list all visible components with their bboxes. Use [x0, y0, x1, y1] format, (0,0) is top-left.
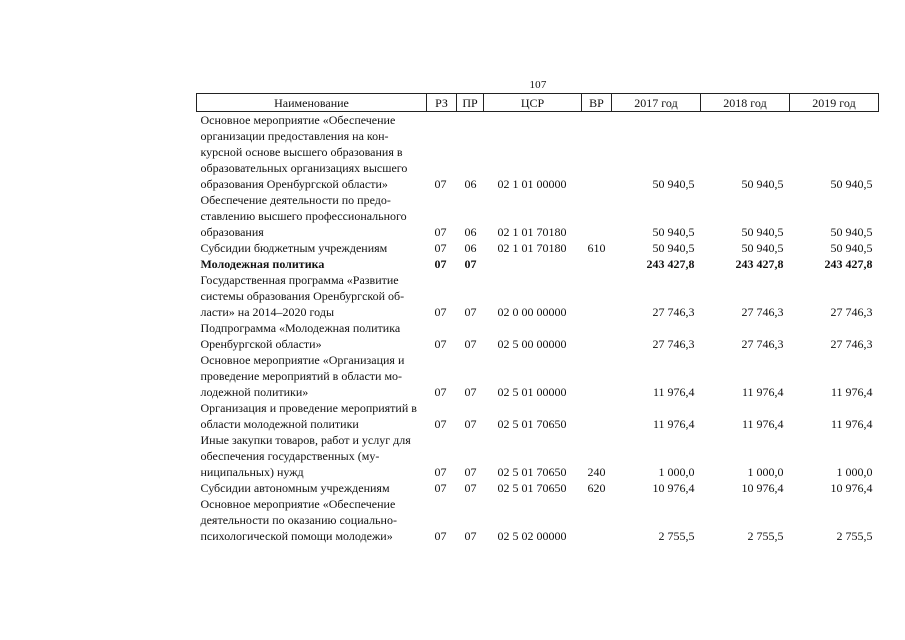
table-row	[197, 112, 879, 193]
cell-vr	[582, 256, 612, 272]
cell-csr: 02 0 00 00000	[497, 305, 567, 319]
cell-pr: 06	[464, 225, 477, 239]
cell-2017: 10 976,4	[652, 481, 695, 495]
cell-pr: 07	[464, 481, 477, 495]
cell-vr	[582, 400, 612, 432]
cell-rz: 07	[434, 385, 447, 399]
cell-vr	[582, 352, 612, 400]
table-row	[197, 256, 879, 272]
cell-name: Государственная программа «Развитие системы образования Оренбургской об-ласти» на 2014–2020 годы	[200, 273, 405, 319]
cell-pr: 07	[464, 465, 477, 479]
budget-table	[196, 93, 879, 544]
cell-2018: 27 746,3	[741, 337, 784, 351]
cell-vr: 240	[587, 465, 606, 479]
cell-rz: 07	[434, 305, 447, 319]
cell-2019: 243 427,8	[824, 257, 873, 271]
cell-2017: 2 755,5	[658, 529, 695, 543]
cell-2019: 1 000,0	[836, 465, 873, 479]
table-row	[197, 432, 879, 480]
cell-rz: 07	[434, 241, 447, 255]
cell-vr	[582, 272, 612, 320]
cell-name: Организация и проведение мероприятий в области молодежной политики	[200, 401, 417, 431]
cell-pr: 07	[464, 385, 477, 399]
table-row	[197, 400, 879, 432]
cell-rz: 07	[434, 481, 447, 495]
cell-2017: 11 976,4	[652, 417, 695, 431]
cell-vr	[582, 192, 612, 240]
cell-2018: 11 976,4	[741, 385, 784, 399]
cell-2019: 27 746,3	[830, 337, 873, 351]
cell-2019: 10 976,4	[830, 481, 873, 495]
cell-pr: 07	[464, 257, 477, 271]
cell-csr: 02 1 01 00000	[497, 177, 567, 191]
table-header-row	[197, 94, 879, 112]
table-row	[197, 352, 879, 400]
cell-2018: 50 940,5	[741, 225, 784, 239]
cell-vr: 610	[587, 241, 606, 255]
cell-2018: 1 000,0	[747, 465, 784, 479]
cell-name: Молодежная политика	[200, 257, 325, 271]
cell-2019: 50 940,5	[830, 241, 873, 255]
cell-pr: 06	[464, 241, 477, 255]
cell-csr: 02 1 01 70180	[497, 241, 567, 255]
cell-csr: 02 5 01 70650	[497, 417, 567, 431]
cell-2018: 243 427,8	[735, 257, 784, 271]
cell-2017: 243 427,8	[646, 257, 695, 271]
cell-csr: 02 5 01 00000	[497, 385, 567, 399]
cell-vr	[582, 320, 612, 352]
cell-pr: 07	[464, 417, 477, 431]
cell-rz: 07	[434, 529, 447, 543]
cell-2019: 2 755,5	[836, 529, 873, 543]
cell-vr	[582, 496, 612, 544]
cell-2017: 50 940,5	[652, 177, 695, 191]
table-row	[197, 240, 879, 256]
table-row	[197, 192, 879, 240]
cell-pr: 07	[464, 529, 477, 543]
cell-2018: 10 976,4	[741, 481, 784, 495]
cell-name: Основное мероприятие «Обеспечение организации предоставления на кон-курсной основе высшего образования в образовательных организациях высшего образования Оренбургской области»	[200, 113, 408, 191]
page-number: 107	[529, 79, 547, 91]
header-vr: ВР	[582, 94, 612, 112]
cell-2018: 11 976,4	[741, 417, 784, 431]
header-2018: 2018 год	[701, 94, 790, 112]
table-row	[197, 496, 879, 544]
table-row	[197, 272, 879, 320]
cell-2018: 2 755,5	[747, 529, 784, 543]
cell-rz: 07	[434, 465, 447, 479]
header-csr: ЦСР	[484, 94, 582, 112]
cell-name: Основное мероприятие «Обеспечение деятельности по оказанию социально-психологической помощи молодежи»	[200, 497, 397, 543]
cell-vr: 620	[587, 481, 606, 495]
cell-pr: 07	[464, 305, 477, 319]
cell-csr	[484, 256, 582, 272]
cell-csr: 02 5 00 00000	[497, 337, 567, 351]
table-body	[197, 112, 879, 545]
cell-2019: 11 976,4	[830, 385, 873, 399]
header-2017: 2017 год	[612, 94, 701, 112]
table-row	[197, 480, 879, 496]
cell-name: Обеспечение деятельности по предо-ставлению высшего профессионального образования	[200, 193, 407, 239]
header-rz: РЗ	[427, 94, 457, 112]
cell-2018: 27 746,3	[741, 305, 784, 319]
cell-2018: 50 940,5	[741, 177, 784, 191]
cell-2017: 50 940,5	[652, 225, 695, 239]
cell-name: Субсидии автономным учреждениям	[200, 481, 390, 495]
cell-csr: 02 5 01 70650	[497, 465, 567, 479]
cell-2017: 50 940,5	[652, 241, 695, 255]
cell-2017: 27 746,3	[652, 305, 695, 319]
cell-2019: 50 940,5	[830, 177, 873, 191]
cell-rz: 07	[434, 257, 447, 271]
cell-rz: 07	[434, 177, 447, 191]
cell-2019: 27 746,3	[830, 305, 873, 319]
cell-rz: 07	[434, 225, 447, 239]
cell-name: Иные закупки товаров, работ и услуг для обеспечения государственных (му-ниципальных) нужд	[200, 433, 411, 479]
cell-name: Подпрограмма «Молодежная политика Оренбургской области»	[200, 321, 401, 351]
cell-vr	[582, 112, 612, 193]
cell-pr: 06	[464, 177, 477, 191]
table-row	[197, 320, 879, 352]
cell-rz: 07	[434, 337, 447, 351]
cell-csr: 02 5 01 70650	[497, 481, 567, 495]
cell-pr: 07	[464, 337, 477, 351]
cell-csr: 02 5 02 00000	[497, 529, 567, 543]
cell-2017: 11 976,4	[652, 385, 695, 399]
cell-2018: 50 940,5	[741, 241, 784, 255]
cell-name: Основное мероприятие «Организация и проведение мероприятий в области мо-лодежной политики»	[200, 353, 405, 399]
cell-2019: 50 940,5	[830, 225, 873, 239]
cell-name: Субсидии бюджетным учреждениям	[200, 241, 388, 255]
header-pr: ПР	[457, 94, 484, 112]
cell-rz: 07	[434, 417, 447, 431]
cell-csr: 02 1 01 70180	[497, 225, 567, 239]
cell-2017: 27 746,3	[652, 337, 695, 351]
header-name: Наименование	[197, 94, 427, 112]
header-2019: 2019 год	[790, 94, 879, 112]
cell-2019: 11 976,4	[830, 417, 873, 431]
cell-2017: 1 000,0	[658, 465, 695, 479]
